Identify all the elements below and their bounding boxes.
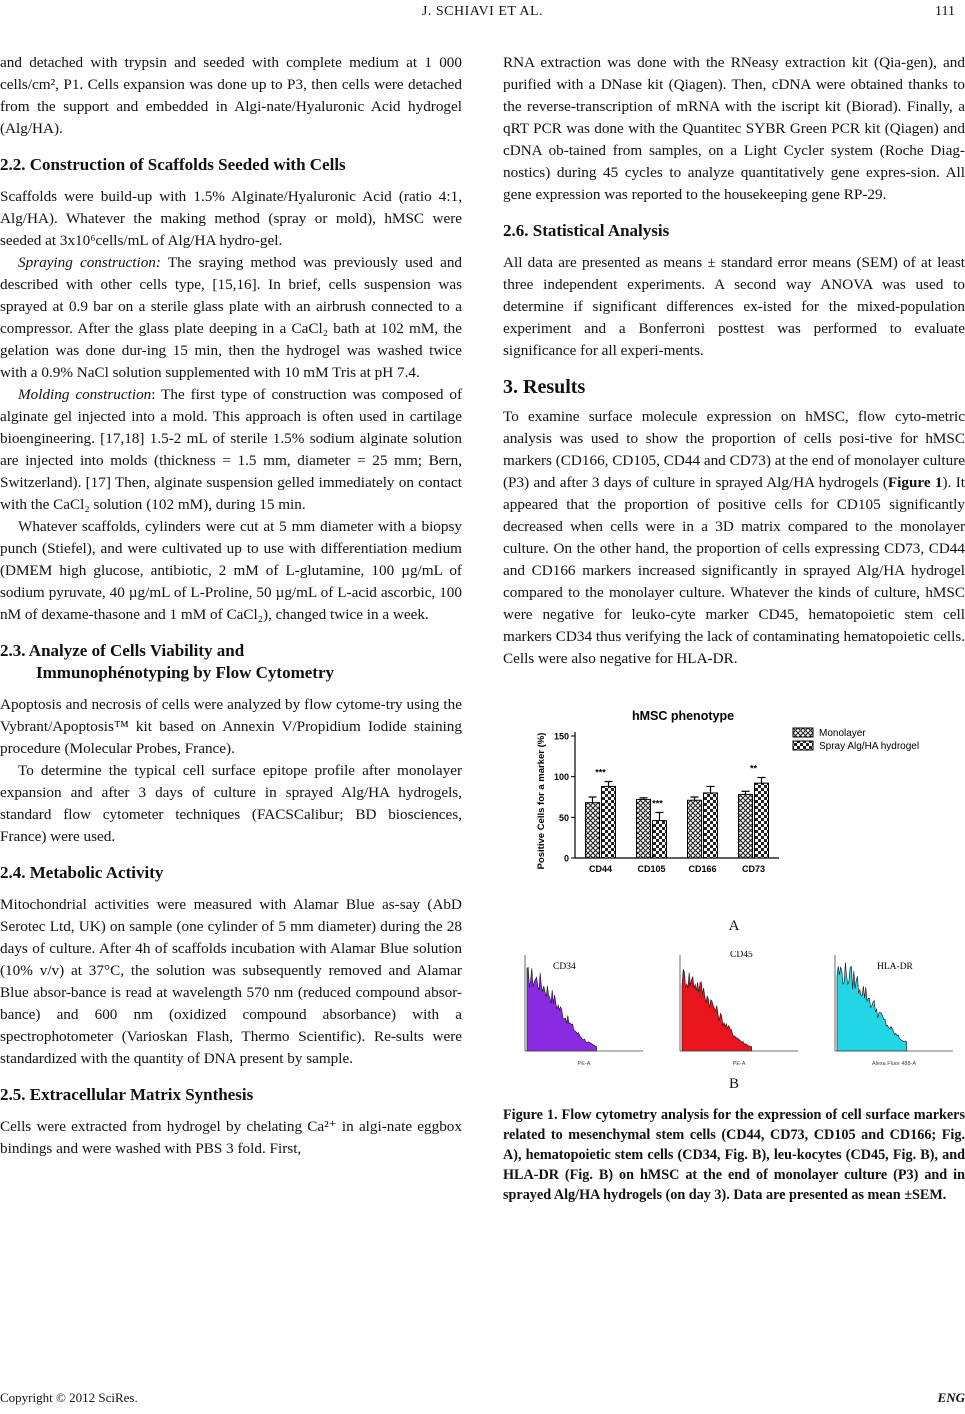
- bar-chart: [503, 698, 965, 913]
- paragraph: [503, 406, 965, 670]
- histogram-row: [503, 951, 965, 1071]
- bar-cd73-spray: [755, 783, 769, 858]
- paragraph-body: To examine surface molecule expression on hMSC, flow cyto-metric analysis was used to show the proportion of cells posi-tive for hMSC markers (CD166, CD105, CD44 and CD73) at the end of monolayer culture (P3) and after 3 days of culture in sprayed Alg/HA hydrogels (: [503, 408, 965, 491]
- paragraph-lead: Spraying construction:: [18, 254, 161, 271]
- bar-cd105-spray: [653, 821, 667, 858]
- section-heading: 3. Results: [503, 376, 586, 398]
- histogram-marker-label: CD45: [730, 951, 753, 960]
- histogram-marker-label: HLA-DR: [877, 962, 913, 972]
- bar-cd73-monolayer: [739, 795, 753, 858]
- histogram-x-label: PE-A: [577, 1061, 591, 1067]
- paragraph: All data are presented as means ± standard error means (SEM) of at least three independent experiments. A second way ANOVA was used to determine if significant differences ex-isted for the mixed-population experiment and a Bonferroni posttest was performed to evaluate significance for all experi-ments.: [503, 254, 965, 359]
- figure-reference: Figure 1: [887, 474, 943, 491]
- paragraph: Cells were extracted from hydrogel by chelating Ca²⁺ in algi-nate eggbox bindings and were washed with PBS 3 fold. First,: [0, 1118, 462, 1157]
- histogram-fill: [527, 968, 597, 1052]
- left-column: [0, 52, 462, 1160]
- paragraph: Mitochondrial activities were measured with Alamar Blue as-say (AbD Serotec Ltd, UK) on sample (one cylinder of 5 mm diameter) during the 28 days of culture. After 4h of scaffolds incubation with Alamar Blue solution (10% v/v) at 37°C, the solution was subsequently removed and Alamar Blue absor-bance is read at wavelength 570 nm (reduced compound absor-bance) and 600 nm (oxidized compound absorbance) with a spectrophotometer (Varioskan Flash, Thermo Scientific). Re-sults were standardized with the quantity of DNA present by sample.: [0, 896, 462, 1067]
- figure-1: [503, 698, 965, 1205]
- significance-annotation: ***: [652, 798, 663, 809]
- paragraph: To determine the typical cell surface epitope profile after monolayer expansion and after 3 days of culture in sprayed Alg/HA hydrogels, standard flow cytometer techniques (FACSCalibur; BD biosciences, France) were used.: [0, 762, 462, 845]
- paragraph: Scaffolds were build-up with 1.5% Alginate/Hyaluronic Acid (ratio 4:1, Alg/HA). Whatever the making method (spray or mold), hMSC were seeded at 3x10⁶cells/mL of Alg/HA hydro-gel.: [0, 188, 462, 249]
- bar-cd44-monolayer: [586, 803, 600, 858]
- paragraph-body: ). It appeared that the proportion of positive cells for CD105 significantly decreased when cells were in a 3D matrix compared to the monolayer culture. On the other hand, the proportion of cells expressing CD73, CD44 and CD166 markers increased significantly in sprayed Alg/HA hydrogel compared to the monolayer culture. Whatever the kinds of culture, hMSC were negative for leuko-cyte marker CD45, hematopoietic stem cell markers CD34 thus verifying the lack of contaminating hematopoietic cells. Cells were also negative for HLA-DR.: [503, 474, 965, 667]
- histogram-x-label: Alexa Fluor 488-A: [871, 1061, 917, 1067]
- copyright: Copyright © 2012 SciRes.: [0, 1390, 138, 1405]
- y-tick-label: 100: [553, 772, 569, 783]
- paragraph-body: : The first type of construction was composed of alginate gel injected into a mold. This approach is often used in cartilage bioengineering. [17,18] 1.5-2 mL of sterile 1.5% sodium alginate solution are injected into molds (thickness = 1.5 mm, diameter = 25 mm; Bern, Switzerland). [17] Then, alginate suspension gelled immediately on contact with the CaCl₂ solution (102 mM), during 15 min.: [0, 386, 463, 513]
- bar-cd166-spray: [704, 793, 718, 858]
- paragraph-lead: Molding construction: [18, 386, 152, 403]
- x-tick-label: CD105: [637, 864, 666, 874]
- section-heading: 2.5. Extracellular Matrix Synthesis: [0, 1085, 254, 1104]
- panel-label-b: B: [728, 1076, 739, 1092]
- x-tick-label: CD44: [588, 864, 613, 874]
- chart-title: hMSC phenotype: [631, 709, 735, 723]
- section-heading: [0, 640, 462, 684]
- bar-cd166-monolayer: [688, 800, 702, 858]
- histogram-marker-label: CD34: [553, 962, 576, 972]
- legend-label: Spray Alg/HA hydrogel: [819, 741, 920, 752]
- figure-caption: Figure 1. Flow cytometry analysis for the expression of cell surface markers related to mesenchymal stem cells (CD44, CD73, CD105 and CD166; Fig. A), hematopoietic stem cells (CD34, Fig. B), leu-kocytes (CD45, Fig. B), and HLA-DR (Fig. B) on hMSC at the end of monolayer culture (P3) and in sprayed Alg/HA hydrogels (on day 3). Data are presented as mean ±SEM.: [503, 1107, 965, 1203]
- bar-cd105-monolayer: [637, 799, 651, 858]
- histogram-x-label: PE-A: [732, 1061, 746, 1067]
- legend-label: Monolayer: [819, 728, 866, 739]
- paragraph: and detached with trypsin and seeded with complete medium at 1 000 cells/cm², P1. Cells expansion was done up to P3, then cells were detached from the support and embedded in Algi-nate/Hyaluronic Acid hydrogel (Alg/HA).: [0, 54, 462, 137]
- legend-swatch: [793, 741, 813, 750]
- y-tick-label: 0: [563, 853, 569, 864]
- paragraph-body: The sraying method was previously used and described with other cells type, [15,16]. In brief, cells suspension was sprayed at 0.9 bar on a sterile glass plate with an airbrush connected to a compressor. After the glass plate deeping in a CaCl₂ bath at 102 mM, the gelation was done dur-ing 15 min, then the hydrogel was washed twice with a 0.9% NaCl solution supplemented with 10 mM Tris at pH 7.4.: [0, 254, 463, 381]
- heading-line: Immunophénotyping by Flow Cytometry: [36, 663, 334, 682]
- histogram-cd34: [511, 951, 651, 1069]
- x-tick-label: CD73: [741, 864, 766, 874]
- y-tick-label: 150: [553, 731, 569, 742]
- legend-swatch: [793, 728, 813, 737]
- running-head: J. SCHIAVI ET AL.: [421, 4, 544, 19]
- section-heading: 2.6. Statistical Analysis: [503, 221, 670, 240]
- section-heading: 2.4. Metabolic Activity: [0, 863, 164, 882]
- paragraph: Apoptosis and necrosis of cells were analyzed by flow cytome-try using the Vybrant/Apoptosis™ kit based on Annexin V/Propidium Iodide staining procedure (Molecular Probes, France).: [0, 696, 462, 757]
- histogram-cd45: [666, 951, 806, 1069]
- histogram-hla-dr: [821, 951, 961, 1069]
- y-axis-label: Positive Cells for a marker (%): [536, 732, 547, 870]
- paragraph: Whatever scaffolds, cylinders were cut at 5 mm diameter with a biopsy punch (Stiefel), and were cultivated up to use with differentiation medium (DMEM high glucose, antibiotic, 2 mM of L-glutamine, 100 µg/mL of sodium pyruvate, 40 µg/mL of L-Proline, 50 µg/mL of L-acid ascorbic, 100 nM of dexame-thasone and 1 mM of CaCl₂), changed twice in a week.: [0, 518, 462, 623]
- heading-line: 2.3. Analyze of Cells Viability and: [0, 641, 245, 660]
- journal-name: ENG: [937, 1390, 965, 1405]
- paragraph: [0, 252, 462, 384]
- significance-annotation: **: [749, 763, 758, 774]
- bar-cd44-spray: [602, 786, 616, 858]
- histogram-fill: [682, 970, 752, 1052]
- histogram-fill: [837, 963, 907, 1051]
- panel-label-a: A: [728, 918, 740, 934]
- section-heading: 2.2. Construction of Scaffolds Seeded with Cells: [0, 155, 346, 174]
- paragraph: [0, 384, 462, 516]
- significance-annotation: ***: [595, 767, 606, 778]
- right-column: [503, 52, 965, 1205]
- x-tick-label: CD166: [688, 864, 717, 874]
- page-number: 111: [935, 4, 955, 19]
- y-tick-label: 50: [558, 812, 569, 823]
- paragraph: RNA extraction was done with the RNeasy extraction kit (Qia-gen), and purified with a DNase kit (Qiagen). Then, cDNA were obtained thanks to the reverse-transcription of mRNA with the iscript kit (Biorad). Finally, a qRT PCR was done with the Quantitec SYBR Green PCR kit (Qiagen) and cDNA ob-tained from samples, on a Light Cycler system (Roche Diag-nostics) during 45 cycles to analyze quantitatively gene expres-sion. All gene expression was reported to the housekeeping gene RP-29.: [503, 54, 965, 203]
